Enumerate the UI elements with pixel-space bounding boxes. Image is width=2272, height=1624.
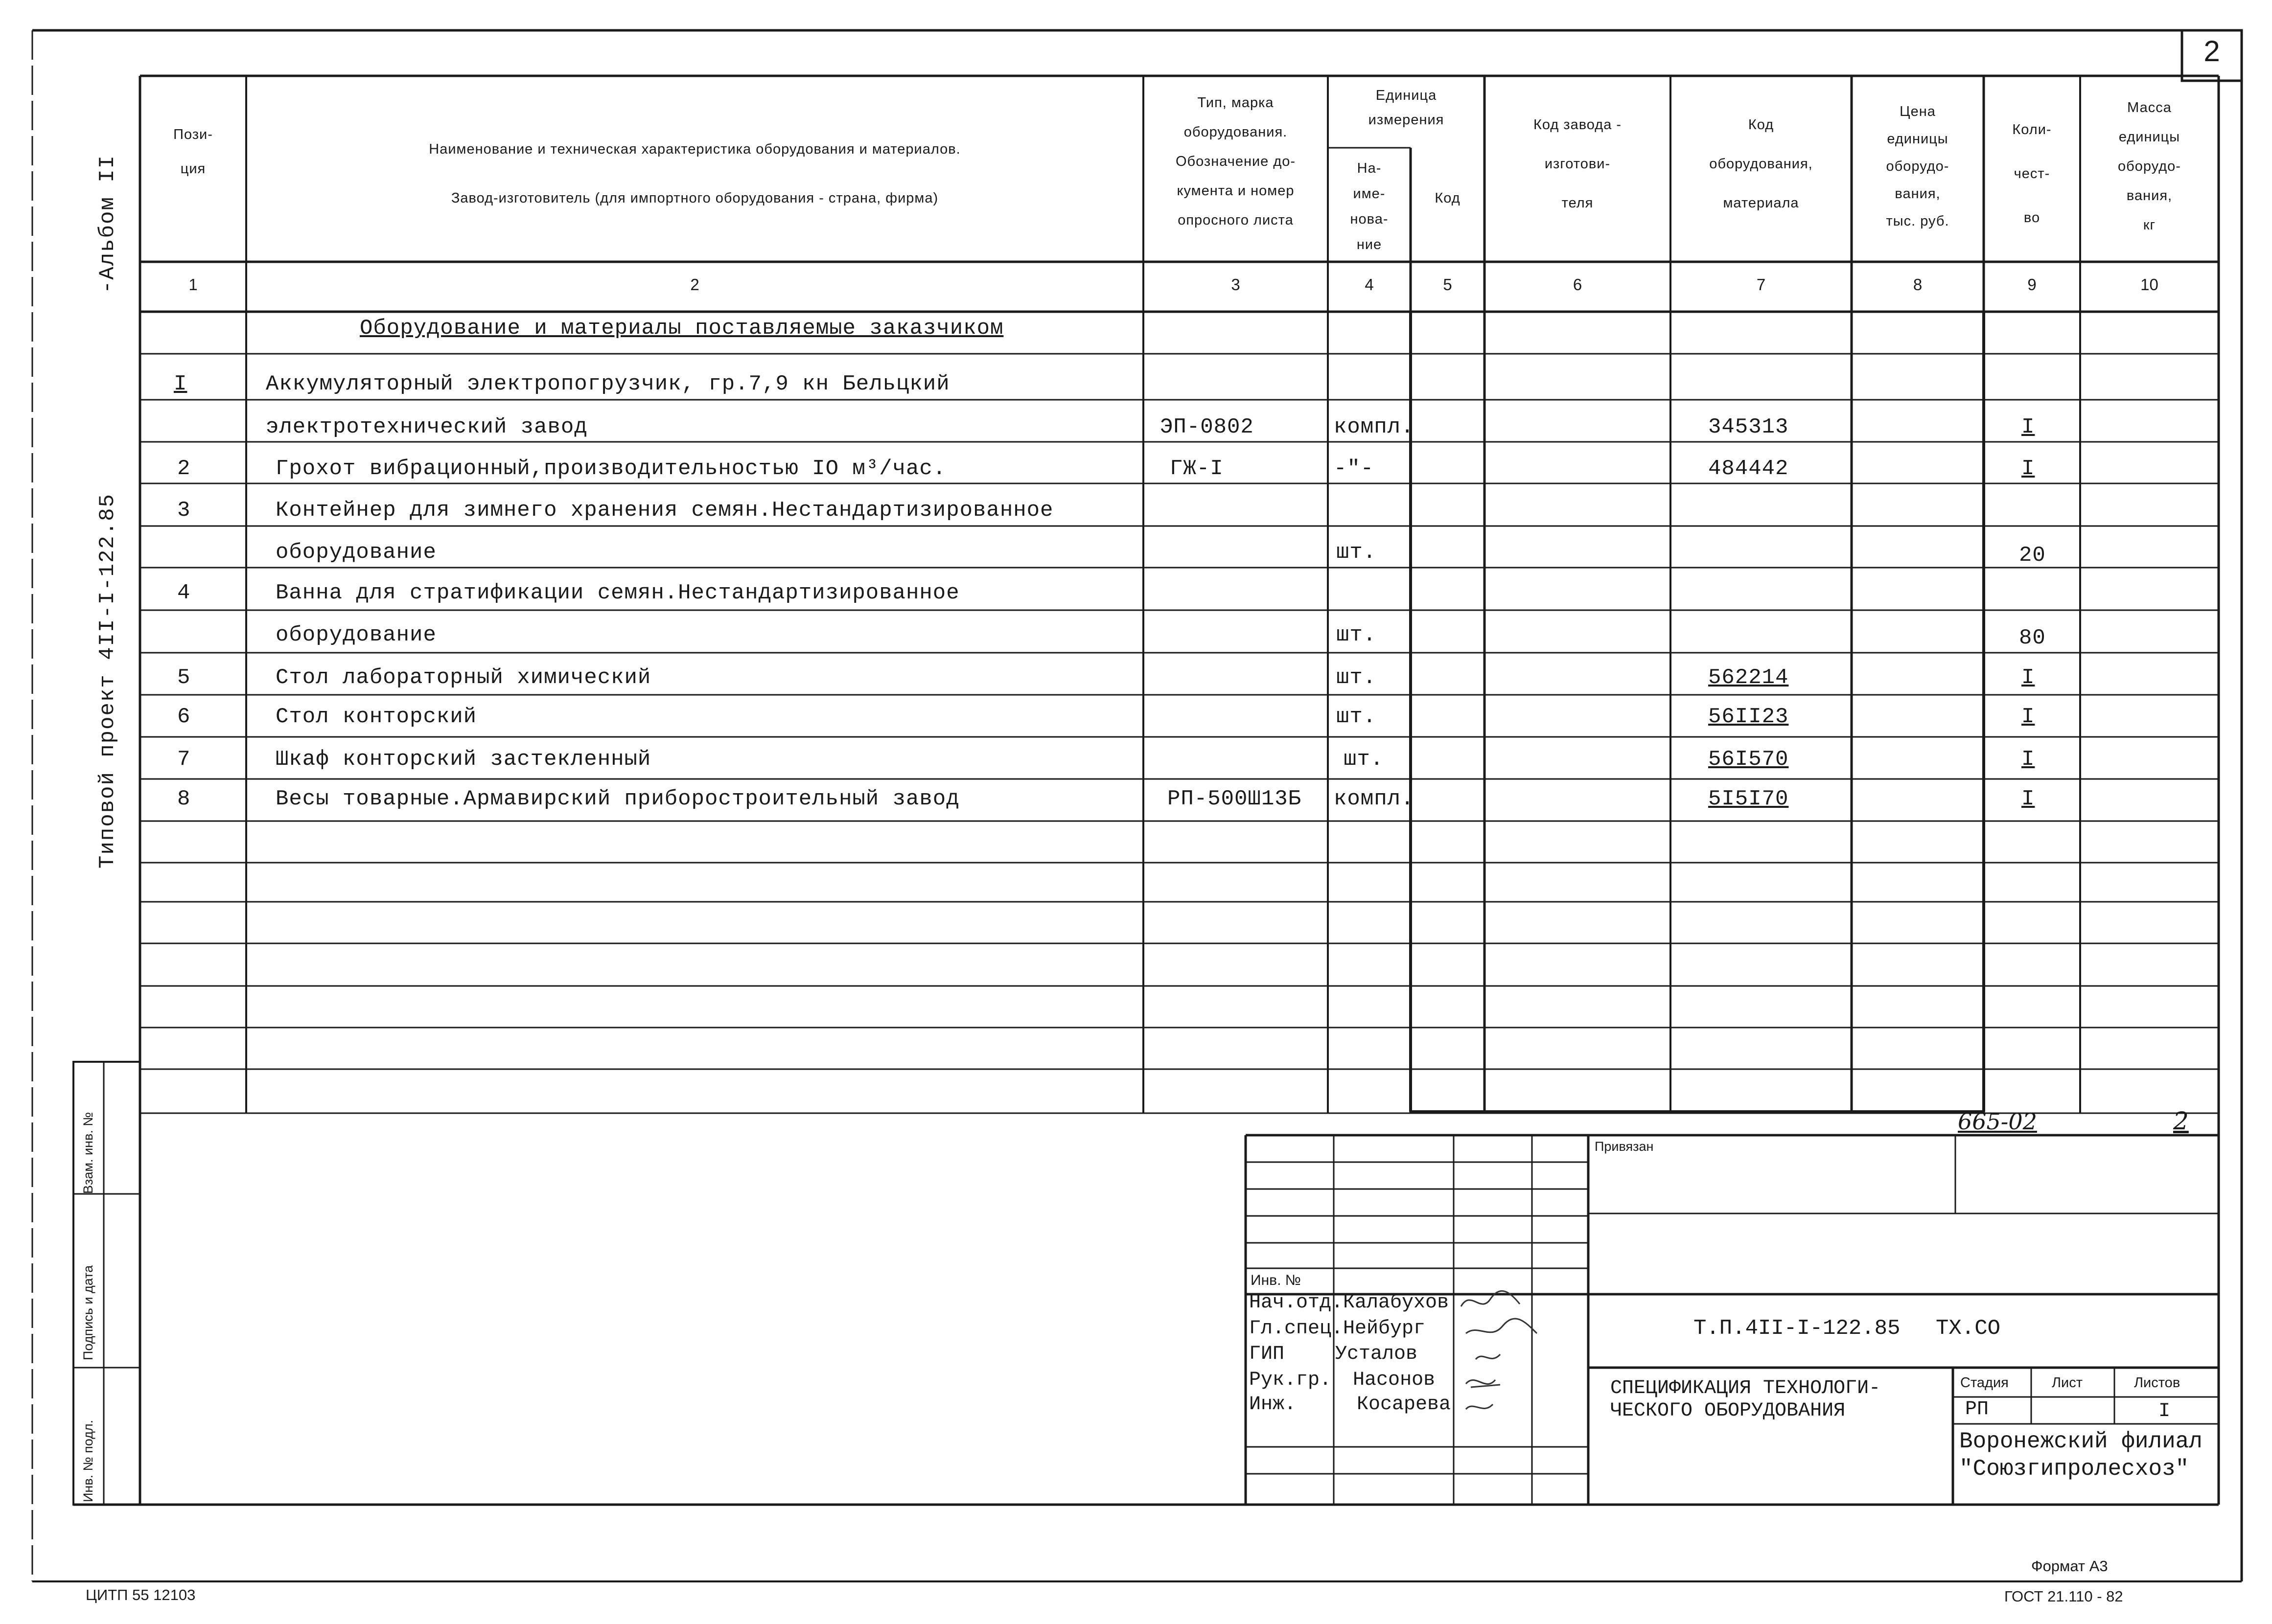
row-qty: I <box>2021 415 2035 439</box>
row-position: 6 <box>177 705 191 729</box>
stage-value: РП <box>1965 1398 1989 1420</box>
format-label: Формат А3 <box>2031 1557 2108 1575</box>
sheet-ref-left: 665-02 <box>1958 1108 2037 1135</box>
signer-role: ГИП <box>1249 1343 1285 1365</box>
colnum-9: 9 <box>2027 275 2037 294</box>
row-name: оборудование <box>276 540 437 565</box>
header-type: Тип, марка оборудования. Обозначение до- кумента и номер опросного листа <box>1175 95 1296 228</box>
row-unit: шт. <box>1336 665 1377 690</box>
signer-role: Гл.спец. <box>1249 1318 1344 1340</box>
colnum-8: 8 <box>1913 275 1923 294</box>
signer-row <box>1249 1343 1417 1365</box>
colnum-3: 3 <box>1231 275 1240 294</box>
footer-print-code: ЦИТП 55 12103 <box>86 1586 196 1603</box>
signer-name: Усталов <box>1335 1343 1418 1365</box>
signer-name: Насонов <box>1353 1369 1436 1391</box>
colnum-1: 1 <box>188 275 198 294</box>
signer-name: Калабухов <box>1343 1292 1449 1314</box>
row-unit: шт. <box>1336 705 1377 729</box>
colnum-10: 10 <box>2140 275 2158 294</box>
header-name: Наименование и техническая характеристика оборудования и материалов. Завод-изготовитель (для импортного оборудования - страна, фирма) <box>429 141 961 206</box>
row-qty: I <box>2021 705 2035 729</box>
header-position: Пози- ция <box>173 127 213 177</box>
inv-number-label: Инв. № <box>1251 1272 1301 1288</box>
row-qty: 20 <box>2019 543 2046 568</box>
row-name: Ванна для стратификации семян.Нестандартизированное <box>276 581 960 605</box>
header-unit: Единица измерения <box>1368 88 1444 128</box>
sheet-corner-number: 2 <box>2203 35 2220 68</box>
row-position: 7 <box>177 747 191 772</box>
row-unit: -"- <box>1334 457 1374 481</box>
signer-row <box>1249 1292 1449 1314</box>
album-label: -Альбом II <box>95 154 120 294</box>
row-unit: шт. <box>1336 540 1377 565</box>
row-code: 345313 <box>1708 415 1789 439</box>
footer-standard: ГОСТ 21.110 - 82 <box>2004 1588 2123 1605</box>
row-qty: 80 <box>2019 626 2046 650</box>
header-price: Цена единицы оборудо- вания, тыс. руб. <box>1886 104 1949 229</box>
header-quantity: Коли- чест- во <box>2012 122 2052 226</box>
stage-label: Стадия <box>1960 1375 2009 1391</box>
section-title: Оборудование и материалы поставляемые заказчиком <box>360 316 1004 341</box>
colnum-4: 4 <box>1365 275 1374 294</box>
signature-1 <box>1461 1291 1520 1306</box>
row-type: РП-500Ш13Б <box>1167 787 1302 811</box>
row-code: 5I5I70 <box>1708 787 1789 811</box>
sheet-ref-right: 2 <box>2173 1107 2189 1135</box>
row-name: Весы товарные.Армавирский приборостроительный завод <box>276 787 960 811</box>
row-qty: I <box>2021 457 2035 481</box>
row-name: Стол конторский <box>276 705 477 729</box>
row-name: Контейнер для зимнего хранения семян.Нестандартизированное <box>276 498 1054 523</box>
signature-2 <box>1466 1319 1537 1333</box>
organization: Воронежский филиал "Союзгипролесхоз" <box>1959 1429 2202 1482</box>
row-qty: I <box>2021 747 2035 772</box>
row-position: 8 <box>177 787 191 811</box>
row-type: ГЖ-I <box>1170 457 1224 481</box>
signer-row <box>1249 1369 1435 1391</box>
signer-row <box>1249 1318 1425 1340</box>
signature-5 <box>1466 1404 1493 1409</box>
row-position: 2 <box>177 457 191 481</box>
row-unit: шт. <box>1336 623 1377 647</box>
signatures <box>1456 1287 1569 1414</box>
signer-name: Нейбург <box>1343 1318 1426 1340</box>
row-code: 484442 <box>1708 457 1789 481</box>
row-unit: компл. <box>1334 787 1414 811</box>
colnum-2: 2 <box>690 275 699 294</box>
header-unit-name: На- име- нова- ние <box>1350 160 1389 252</box>
row-qty: I <box>2021 665 2035 690</box>
sheets-label: Листов <box>2134 1375 2180 1391</box>
document-title: СПЕЦИФИКАЦИЯ ТЕХНОЛОГИ- ЧЕСКОГО ОБОРУДОВАНИЯ <box>1610 1377 1881 1422</box>
header-unit-code: Код <box>1435 190 1461 206</box>
row-type: ЭП-0802 <box>1160 415 1254 439</box>
row-position: 3 <box>177 498 191 523</box>
row-unit: компл. <box>1334 415 1414 439</box>
header-equipment-code: Код оборудования, материала <box>1709 117 1813 211</box>
row-code: 56I570 <box>1708 747 1789 772</box>
project-label: Типовой проект 4II-I-122.85 <box>95 493 120 869</box>
strip-replace-inv: Взам. инв. № <box>81 1112 95 1194</box>
signer-role: Нач.отд. <box>1249 1292 1344 1314</box>
signature-4 <box>1466 1380 1500 1387</box>
signer-role: Инж. <box>1249 1394 1297 1416</box>
row-position: I <box>174 372 187 396</box>
header-factory-code: Код завода - изготови- теля <box>1533 117 1622 211</box>
designation: Т.П.4II-I-122.85 <box>1693 1316 1901 1341</box>
colnum-7: 7 <box>1756 275 1766 294</box>
row-name: оборудование <box>276 623 437 647</box>
strip-sign-date: Подпись и дата <box>81 1265 95 1360</box>
row-position: 4 <box>177 581 191 605</box>
colnum-5: 5 <box>1443 275 1452 294</box>
row-name: Аккумуляторный электропогрузчик, гр.7,9 кн Бельцкий <box>266 372 950 396</box>
row-code: 56II23 <box>1708 705 1789 729</box>
row-name: электротехнический завод <box>266 415 588 439</box>
signer-role: Рук.гр. <box>1249 1369 1332 1391</box>
signature-3 <box>1476 1354 1500 1359</box>
row-name: Шкаф конторский застекленный <box>276 747 651 772</box>
row-unit: шт. <box>1344 747 1384 772</box>
colnum-6: 6 <box>1573 275 1582 294</box>
privyazan-label: Привязан <box>1595 1139 1654 1154</box>
header-mass: Масса единицы оборудо- вания, кг <box>2118 100 2181 233</box>
row-code: 562214 <box>1708 665 1789 690</box>
signer-row <box>1249 1394 1451 1416</box>
row-name: Грохот вибрационный,производительностью IO м³/час. <box>276 457 947 481</box>
sheet-label: Лист <box>2052 1375 2083 1391</box>
row-qty: I <box>2021 787 2035 811</box>
row-position: 5 <box>177 665 191 690</box>
strip-inv-original: Инв. № подл. <box>81 1419 95 1502</box>
row-name: Стол лабораторный химический <box>276 665 651 690</box>
document-mark: ТХ.СО <box>1936 1316 2001 1341</box>
signer-name: Косарева <box>1357 1394 1451 1416</box>
sheets-value: I <box>2158 1400 2171 1422</box>
